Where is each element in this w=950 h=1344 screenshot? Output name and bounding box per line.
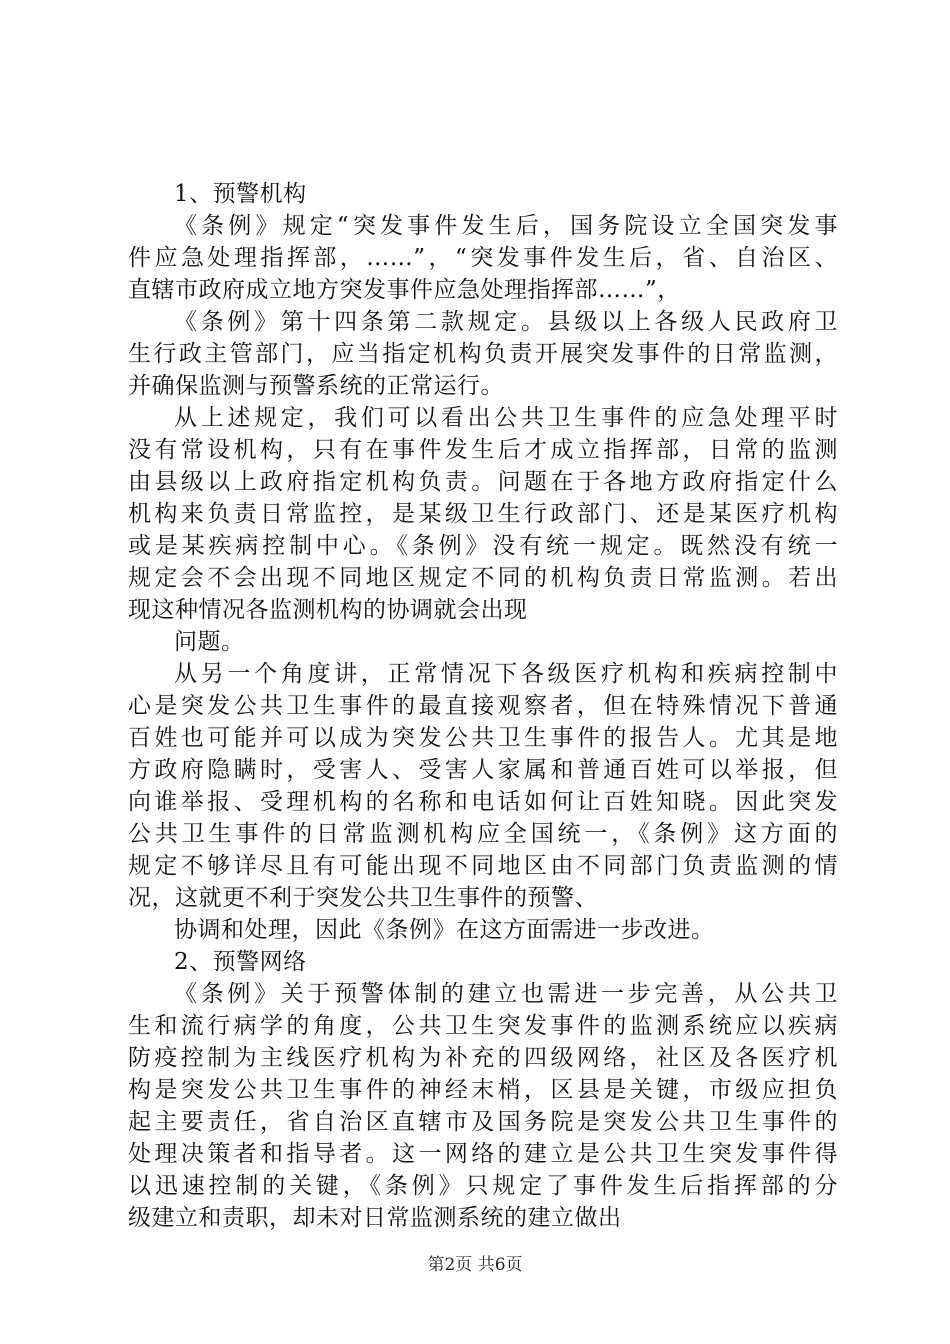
text-line: 件应急处理指挥部，……”，“突发事件发生后，省、自治区、 — [128, 245, 838, 271]
document-body — [128, 178, 838, 1234]
text-line: 规定不够详尽且有可能出现不同地区由不同部门负责监测的情 — [128, 853, 838, 879]
text-line: 或是某疾病控制中心。《条例》没有统一规定。既然没有统一 — [128, 533, 838, 559]
text-line: 没有常设机构，只有在事件发生后才成立指挥部，日常的监测 — [128, 437, 838, 463]
text-line: 机构来负责日常监控，是某级卫生行政部门、还是某医疗机构 — [128, 501, 838, 527]
text-line: 心是突发公共卫生事件的最直接观察者，但在特殊情况下普通 — [128, 693, 838, 719]
text-line: 《条例》关于预警体制的建立也需进一步完善，从公共卫 — [174, 981, 838, 1007]
text-line: 百姓也可能并可以成为突发公共卫生事件的报告人。尤其是地 — [128, 725, 838, 751]
page-footer: 第2页 共6页 — [427, 1255, 523, 1275]
text-line: 起主要责任，省自治区直辖市及国务院是突发公共卫生事件的 — [128, 1109, 838, 1135]
text-line: 协调和处理，因此《条例》在这方面需进一步改进。 — [174, 917, 715, 943]
text-line: 《条例》第十四条第二款规定。县级以上各级人民政府卫 — [174, 309, 838, 335]
text-line: 处理决策者和指导者。这一网络的建立是公共卫生突发事件得 — [128, 1141, 838, 1167]
text-line: 防疫控制为主线医疗机构为补充的四级网络，社区及各医疗机 — [128, 1045, 838, 1071]
text-line: 1、预警机构 — [174, 181, 307, 207]
text-line: 规定会不会出现不同地区规定不同的机构负责日常监测。若出 — [128, 565, 838, 591]
text-line: 方政府隐瞒时，受害人、受害人家属和普通百姓可以举报，但 — [128, 757, 838, 783]
text-line: 从另一个角度讲，正常情况下各级医疗机构和疾病控制中 — [174, 661, 838, 687]
text-line: 《条例》规定“突发事件发生后，国务院设立全国突发事 — [174, 213, 838, 239]
text-line: 由县级以上政府指定机构负责。问题在于各地方政府指定什么 — [128, 469, 838, 495]
text-line: 2、预警网络 — [174, 949, 307, 975]
text-line: 从上述规定，我们可以看出公共卫生事件的应急处理平时 — [174, 405, 838, 431]
text-line: 公共卫生事件的日常监测机构应全国统一，《条例》这方面的 — [128, 821, 838, 847]
text-line: 向谁举报、受理机构的名称和电话如何让百姓知晓。因此突发 — [128, 789, 838, 815]
text-line: 构是突发公共卫生事件的神经末梢，区县是关键，市级应担负 — [128, 1077, 838, 1103]
text-line: 现这种情况各监测机构的协调就会出现 — [128, 597, 528, 623]
text-line: 生和流行病学的角度，公共卫生突发事件的监测系统应以疾病 — [128, 1013, 838, 1039]
text-line: 问题。 — [174, 629, 245, 655]
text-line: 生行政主管部门，应当指定机构负责开展突发事件的日常监测， — [128, 341, 838, 367]
text-line: 并确保监测与预警系统的正常运行。 — [128, 373, 504, 399]
text-line: 直辖市政府成立地方突发事件应急处理指挥部……”， — [128, 277, 681, 303]
text-line: 以迅速控制的关键，《条例》只规定了事件发生后指挥部的分 — [128, 1173, 838, 1199]
text-line: 况，这就更不利于突发公共卫生事件的预警、 — [128, 885, 598, 911]
text-line: 级建立和责职，却未对日常监测系统的建立做出 — [128, 1205, 622, 1231]
